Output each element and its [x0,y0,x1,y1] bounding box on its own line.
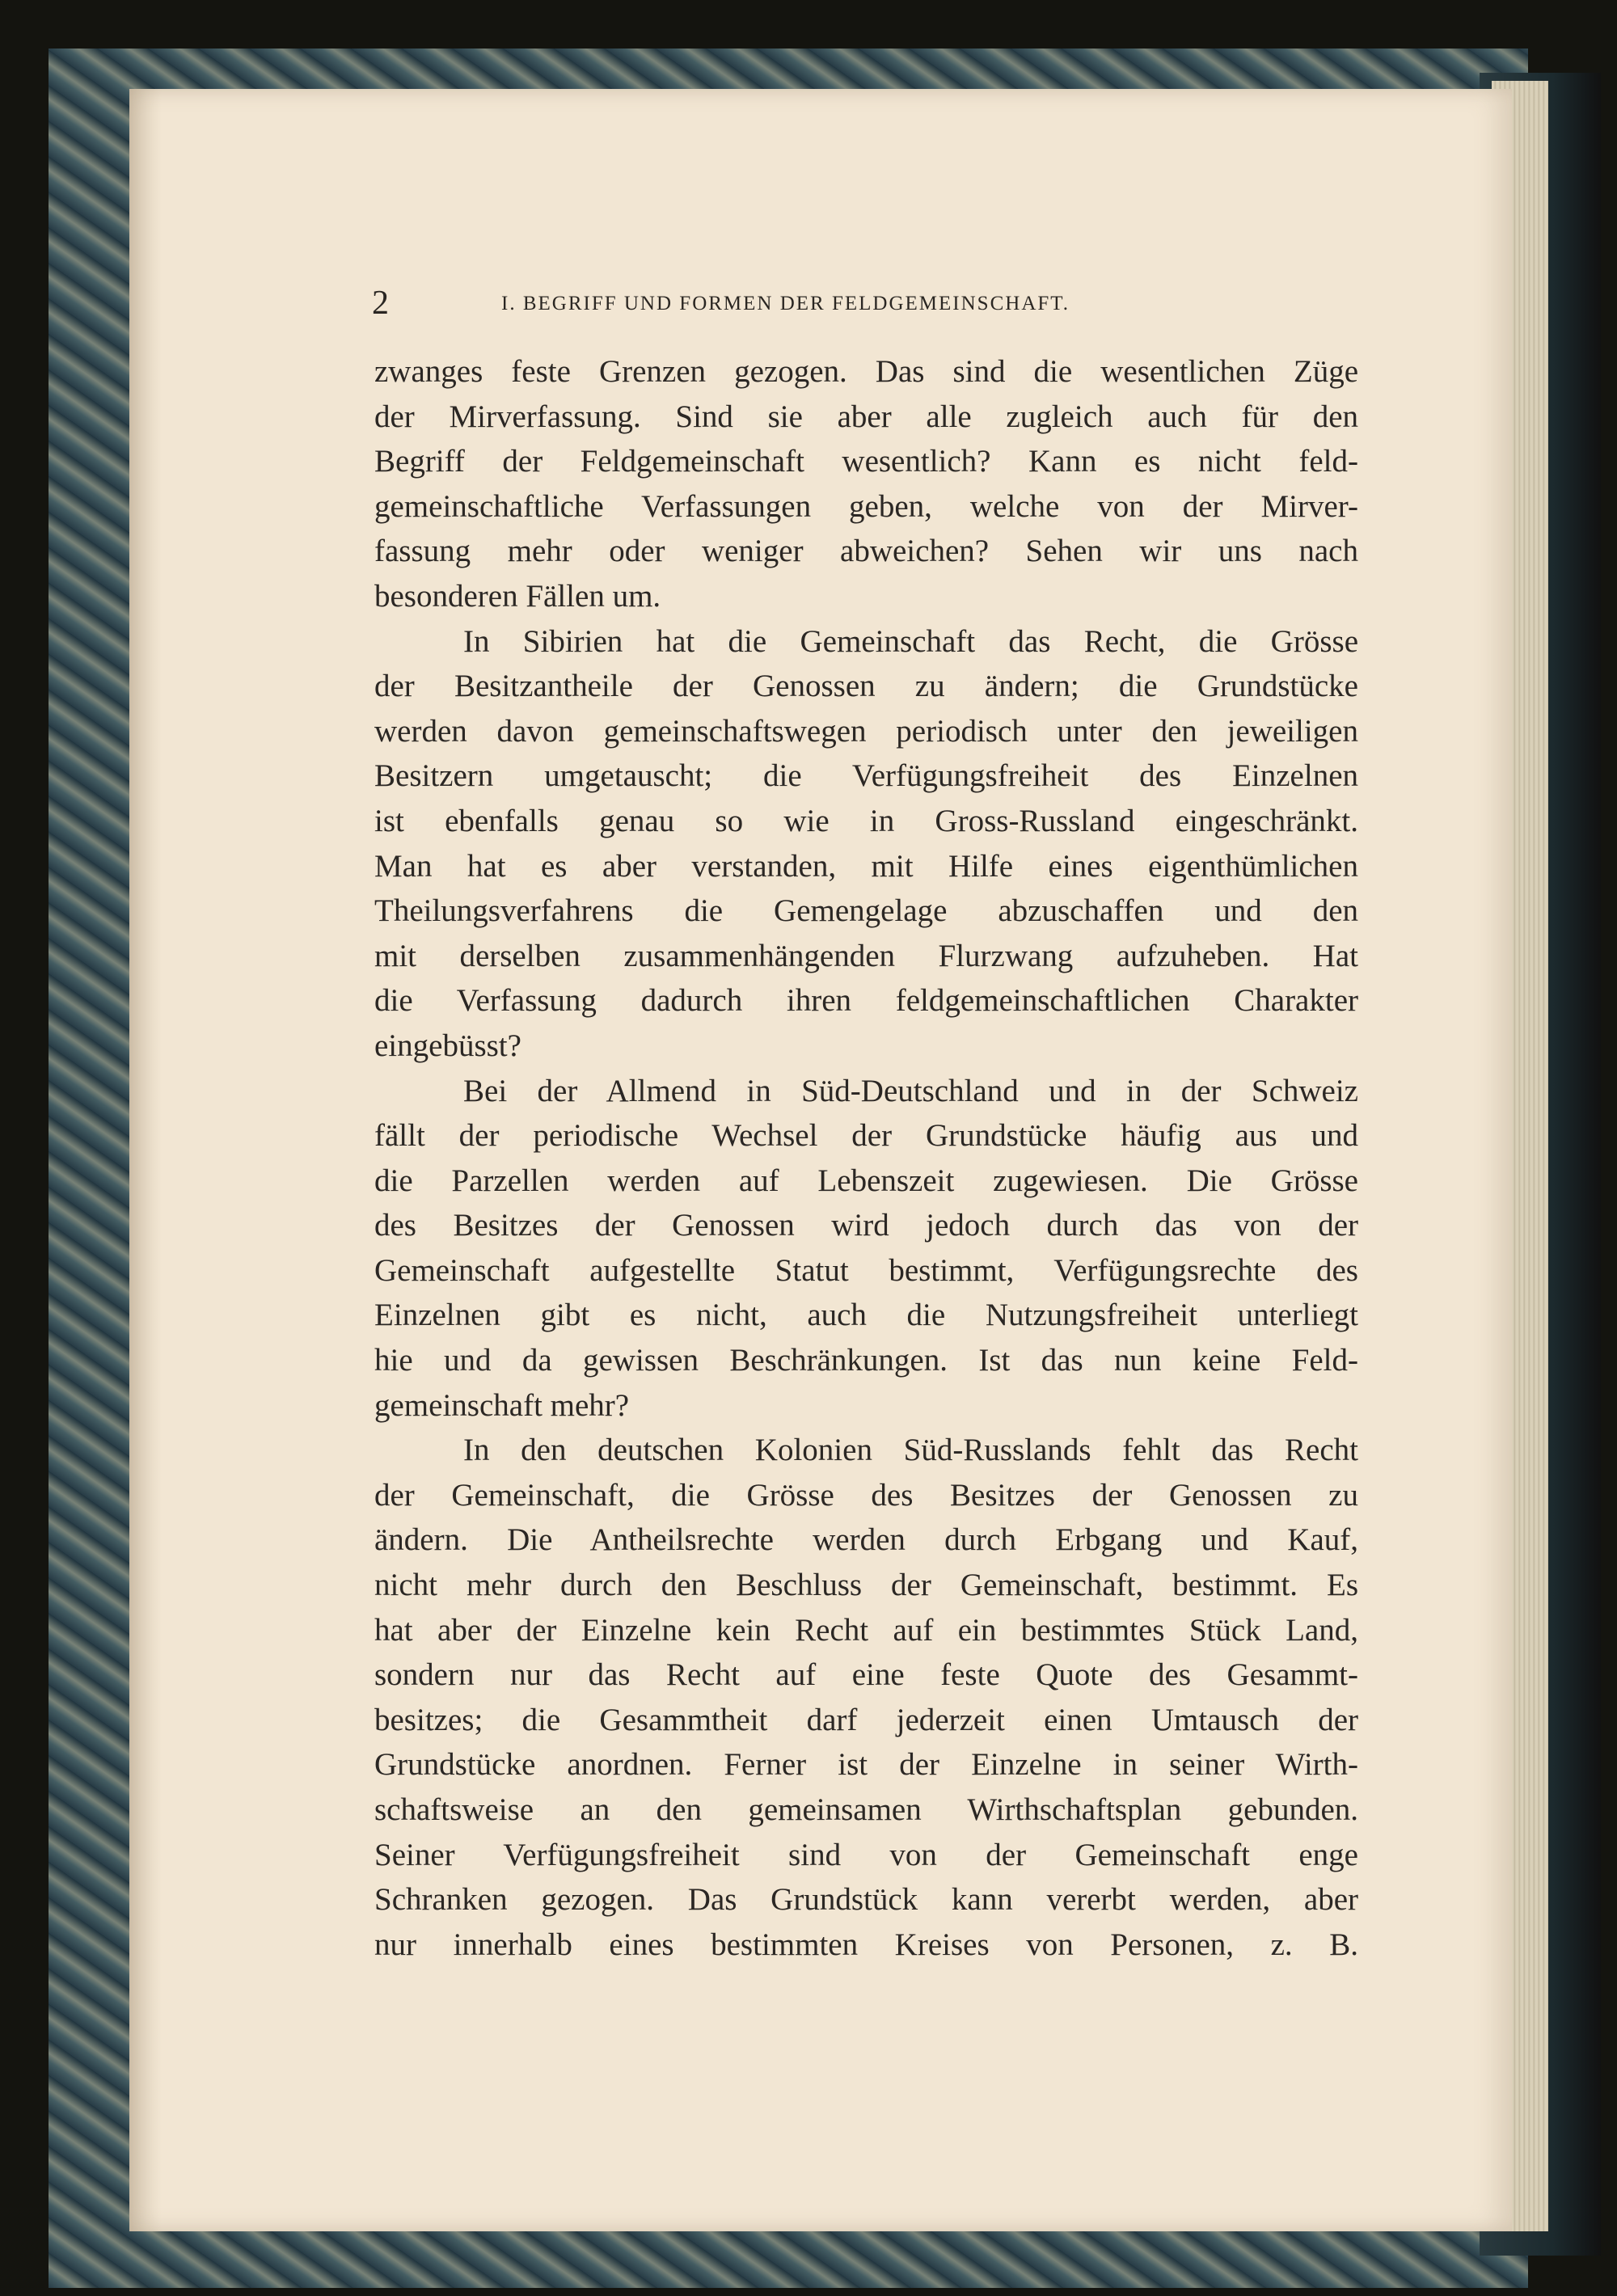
text-line: Schranken gezogen. Das Grundstück kann vererbt werden, aber [374,1882,1358,1918]
text-line: schaftsweise an den gemeinsamen Wirthschaftsplan gebunden. [374,1792,1358,1827]
page-header [372,283,1358,323]
text-line: mit derselben zusammenhängenden Flurzwang aufzuheben. Hat [374,938,1358,973]
text-line: Gemeinschaft aufgestellte Statut bestimmt, Verfügungsrechte des [374,1252,1358,1288]
running-head: I. BEGRIFF UND FORMEN DER FELDGEMEINSCHAFT. [501,293,1070,314]
text-line: besitzes; die Gesammtheit darf jederzeit einen Umtausch der [374,1702,1358,1737]
text-line: gemeinschaftliche Verfassungen geben, welche von der Mirver- [374,488,1358,524]
text-line: ändern. Die Antheilsrechte werden durch Erbgang und Kauf, [374,1522,1358,1558]
text-line: Grundstücke anordnen. Ferner ist der Einzelne in seiner Wirth- [374,1747,1358,1783]
text-line: die Verfassung dadurch ihren feldgemeinschaftlichen Charakter [374,983,1358,1019]
text-line: hie und da gewissen Beschränkungen. Ist das nun keine Feld- [374,1343,1358,1378]
text-line: der Gemeinschaft, die Grösse des Besitzes der Genossen zu [374,1477,1358,1513]
text-line: Begriff der Feldgemeinschaft wesentlich? Kann es nicht feld- [374,444,1358,479]
text-line: nur innerhalb eines bestimmten Kreises von Personen, z. B. [374,1927,1358,1962]
page-gutter-shadow [129,89,162,2231]
text-line: eingebüsst? [374,1028,521,1063]
text-line: fassung mehr oder weniger abweichen? Sehen wir uns nach [374,534,1358,569]
text-line: Man hat es aber verstanden, mit Hilfe eines eigenthümlichen [374,848,1358,884]
text-line: sondern nur das Recht auf eine feste Quote des Gesammt- [374,1657,1358,1693]
text-line: Einzelnen gibt es nicht, auch die Nutzungsfreiheit unterliegt [374,1298,1358,1333]
text-line: nicht mehr durch den Beschluss der Gemeinschaft, bestimmt. Es [374,1568,1358,1603]
text-line: hat aber der Einzelne kein Recht auf ein bestimmtes Stück Land, [374,1612,1358,1648]
text-line: werden davon gemeinschaftswegen periodisch unter den jeweiligen [374,713,1358,749]
text-line: Bei der Allmend in Süd-Deutschland und in der Schweiz [463,1073,1358,1108]
body-text [374,349,1358,1967]
text-line: Seiner Verfügungsfreiheit sind von der Gemeinschaft enge [374,1837,1358,1872]
text-line: In den deutschen Kolonien Süd-Russlands fehlt das Recht [463,1433,1358,1468]
text-line: Theilungsverfahrens die Gemengelage abzuschaffen und den [374,893,1358,929]
text-line: In Sibirien hat die Gemeinschaft das Recht, die Grösse [463,623,1358,659]
text-line: ist ebenfalls genau so wie in Gross-Russland eingeschränkt. [374,803,1358,838]
text-line: Besitzern umgetauscht; die Verfügungsfreiheit des Einzelnen [374,758,1358,794]
text-line: zwanges feste Grenzen gezogen. Das sind die wesentlichen Züge [374,354,1358,389]
text-line: fällt der periodische Wechsel der Grundstücke häufig aus und [374,1118,1358,1154]
text-line: der Mirverfassung. Sind sie aber alle zugleich auch für den [374,399,1358,434]
text-line: gemeinschaft mehr? [374,1387,630,1423]
text-line: besonderen Fällen um. [374,578,661,614]
page-number: 2 [372,285,389,322]
text-line: die Parzellen werden auf Lebenszeit zugewiesen. Die Grösse [374,1163,1358,1198]
text-line: der Besitzantheile der Genossen zu ändern; die Grundstücke [374,669,1358,704]
text-line: des Besitzes der Genossen wird jedoch durch das von der [374,1208,1358,1243]
